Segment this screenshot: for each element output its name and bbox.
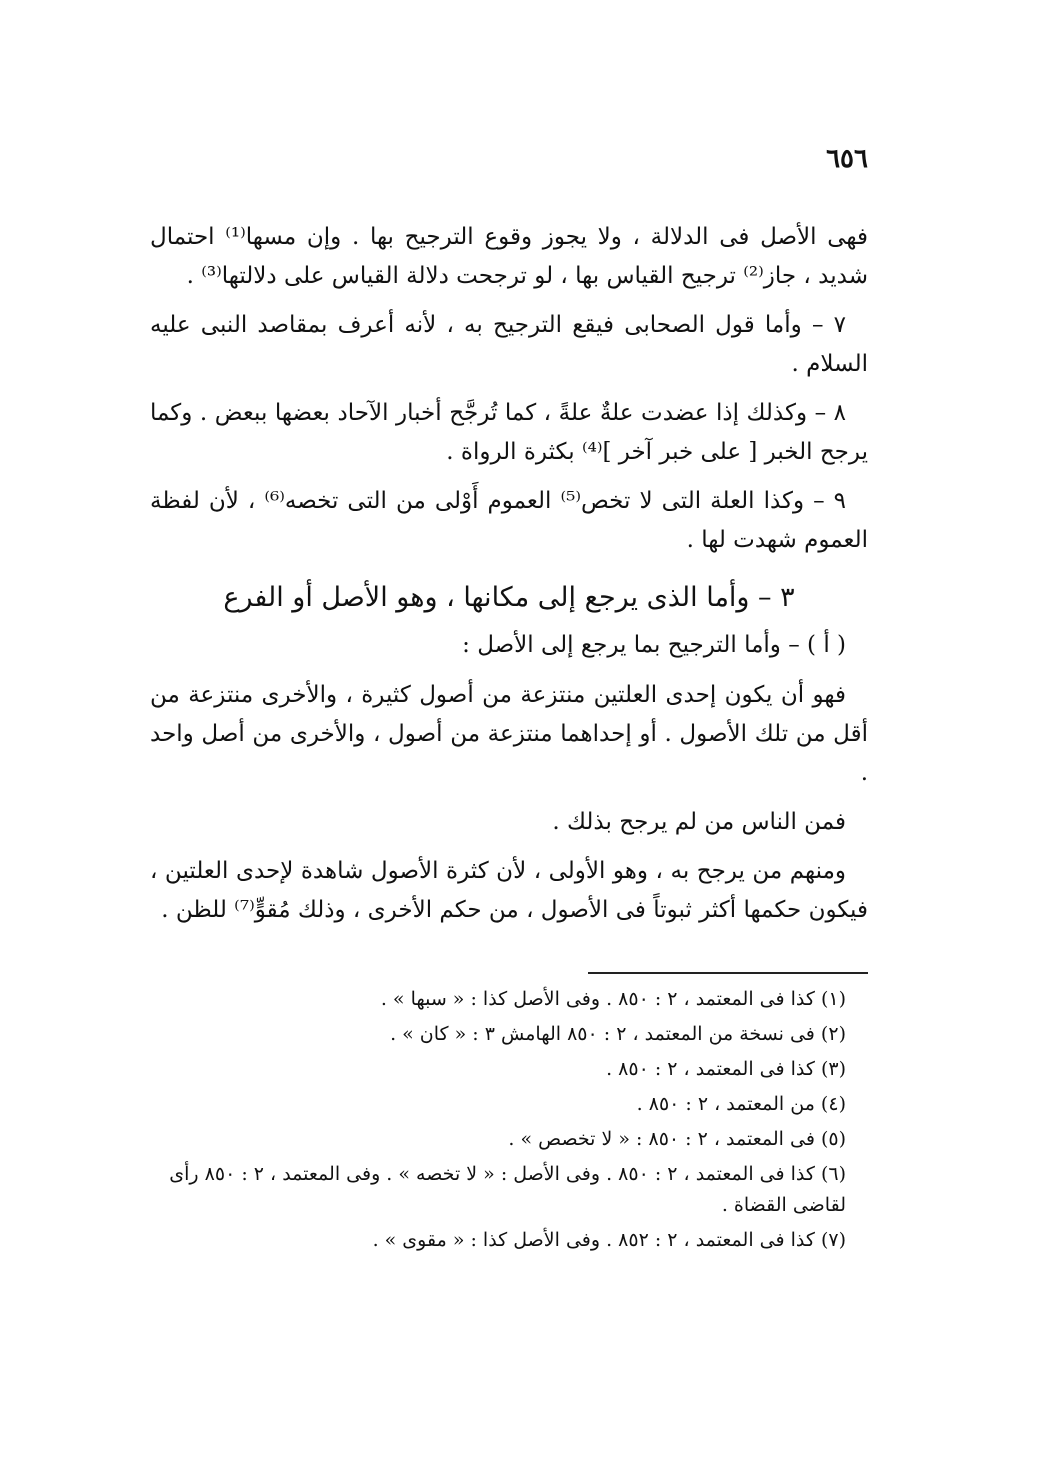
paragraph-point-9: ٩ – وكذا العلة التى لا تخص⁽⁵⁾ العموم أَوْلى من التى تخصه⁽⁶⁾ ، لأن لفظة العموم شهدت لها .	[150, 488, 868, 553]
main-text	[150, 218, 868, 940]
footnotes	[150, 984, 868, 1256]
footnote-7: (٧) كذا فى المعتمد ، ٢ : ٨٥٢ . وفى الأصل كذا : « مقوى » .	[372, 1229, 846, 1251]
footnote-5: (٥) فى المعتمد ، ٢ : ٨٥٠ : « لا تخصص » .	[508, 1128, 846, 1150]
page-number: ٦٥٦	[826, 144, 868, 174]
section-heading: ٣ – وأما الذى يرجع إلى مكانها ، وهو الأصل أو الفرع	[223, 582, 795, 613]
paragraph-point-7: ٧ – وأما قول الصحابى فيقع الترجيح به ، لأنه أعرف بمقاصد النبى عليه السلام .	[150, 312, 868, 377]
footnote-1: (١) كذا فى المعتمد ، ٢ : ٨٥٠ . وفى الأصل كذا : « سبها » .	[380, 988, 846, 1010]
footnote-6: (٦) كذا فى المعتمد ، ٢ : ٨٥٠ . وفى الأصل : « لا تخصه » . وفى المعتمد ، ٢ : ٨٥٠ رأى لقاضى القضاة .	[169, 1163, 846, 1216]
paragraph-first-opinion: فمن الناس من لم يرجح بذلك .	[552, 809, 846, 835]
subsection-heading: ( أ ) – وأما الترجيح بما يرجع إلى الأصل :	[462, 632, 846, 658]
paragraph-continuation: فهى الأصل فى الدلالة ، ولا يجوز وقوع الترجيح بها . وإن مسها⁽¹⁾ احتمال شديد ، جاز⁽²⁾ ترجيح القياس بها ، لو ترجحت دلالة القياس على دلالتها⁽³⁾ .	[150, 224, 868, 289]
footnote-3: (٣) كذا فى المعتمد ، ٢ : ٨٥٠ .	[606, 1058, 846, 1080]
footnote-2: (٢) فى نسخة من المعتمد ، ٢ : ٨٥٠ الهامش ٣ : « كان » .	[390, 1023, 846, 1045]
paragraph-second-opinion: ومنهم من يرجح به ، وهو الأولى ، لأن كثرة الأصول شاهدة لإحدى العلتين ، فيكون حكمها أكثر ثبوتاً فى الأصول ، من حكم الأخرى ، وذلك مُقوٍّ⁽⁷⁾ للظن .	[150, 858, 868, 923]
footnote-4: (٤) من المعتمد ، ٢ : ٨٥٠ .	[636, 1093, 846, 1115]
paragraph-point-8: ٨ – وكذلك إذا عضدت علةٌ علةً ، كما تُرجَّح أخبار الآحاد بعضها ببعض . وكما يرجح الخبر [ على خبر آخر ]⁽⁴⁾ بكثرة الرواة .	[150, 400, 868, 465]
paragraph-section-intro: فهو أن يكون إحدى العلتين منتزعة من أصول كثيرة ، والأخرى منتزعة من أقل من تلك الأصول . أو إحداهما منتزعة من أصول ، والأخرى من أصل واحد .	[150, 682, 868, 786]
footnote-divider	[588, 972, 868, 974]
page-content	[150, 130, 868, 1460]
